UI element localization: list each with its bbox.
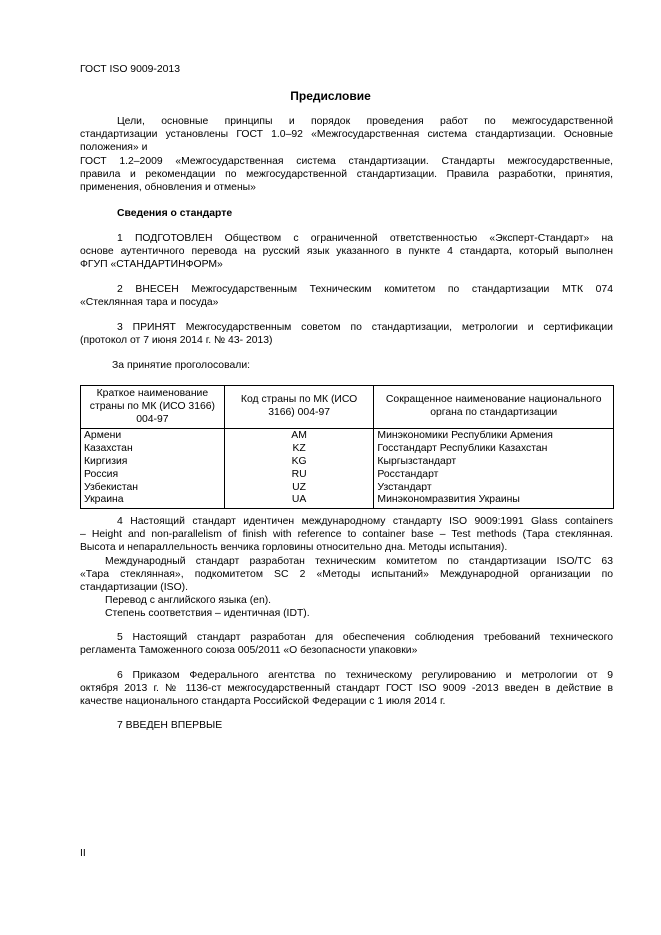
cell-country: Киргизия [81,456,225,469]
intro-line: правила и рекомендации по межгосударственной стандартизации. Правила разработки, принятия, [80,168,613,180]
item-3-paragraph [80,321,613,347]
table-header-country: Краткое наименование страны по МК (ИСО 3166) 004-97 [81,386,225,429]
intro-line: ГОСТ 1.2–2009 «Межгосударственная система стандартизации. Стандарты межгосударственные, [80,155,613,167]
item-line: 4 Настоящий стандарт идентичен международному стандарту ISO 9009:1991 Glass containers [117,516,613,527]
document-code-header: ГОСТ ISO 9009-2013 [80,64,180,75]
cell-country: Россия [81,469,225,482]
cell-body: Госстандарт Республики Казахстан [374,443,614,456]
cell-body: Кыргызстандарт [374,456,614,469]
cell-code: AM [224,429,374,443]
table-header-code: Код страны по МК (ИСО 3166) 004-97 [224,386,374,429]
cell-code: KG [224,456,374,469]
item-line: 6 Приказом Федерального агентства по техническому регулированию и метрологии от 9 [117,670,613,681]
item-line: 5 Настоящий стандарт разработан для обеспечения соблюдения требований технического [117,632,613,643]
item-line: Международный стандарт разработан техническим комитетом по стандартизации ISO/TC 63 [105,555,613,567]
item-line: (протокол от 7 июня 2014 г. № 43- 2013) [80,335,273,347]
item-1-paragraph [80,232,613,272]
cell-code: RU [224,469,374,482]
table-header-row [81,386,614,429]
table-row [81,494,614,508]
cell-body: Минэкономразвития Украины [374,494,614,508]
intro-paragraph [80,115,613,194]
table-row [81,456,614,469]
intro-line: Цели, основные принципы и порядок проведения работ по межгосударственной [117,116,613,127]
table-row [81,429,614,443]
item-line: Высота и непараллельность венчика горловины относительно дна. Методы испытания). [80,542,508,554]
page-title: Предисловие [290,89,371,103]
cell-body: Минэкономики Республики Армения [374,429,614,443]
table-row [81,482,614,495]
item-line: Степень соответствия – идентичная (IDT). [105,608,310,620]
item-line: 3 ПРИНЯТ Межгосударственным советом по стандартизации, метрологии и сертификации [117,322,613,333]
item-line: 2 ВНЕСЕН Межгосударственным Техническим комитетом по стандартизации МТК 074 [117,284,613,295]
cell-code: UZ [224,482,374,495]
table-row [81,443,614,456]
vote-intro: За принятие проголосовали: [112,360,251,371]
item-line: качестве национального стандарта Российской Федерации с 1 июля 2014 г. [80,696,446,708]
cell-country: Узбекистан [81,482,225,495]
voting-table [80,385,614,509]
item-line: регламента Таможенного союза 005/2011 «О безопасности упаковки» [80,645,418,657]
cell-code: UA [224,494,374,508]
item-line: 1 ПОДГОТОВЛЕН Обществом с ограниченной ответственностью «Эксперт-Стандарт» на [117,233,613,244]
item-4-paragraph [80,515,613,621]
item-line: ФГУП «СТАНДАРТИНФОРМ» [80,259,223,271]
item-line: октября 2013 г. № 1136-ст межгосударственный стандарт ГОСТ ISO 9009 -2013 введен в действие в [80,683,613,695]
cell-country: Украина [81,494,225,508]
item-line: основе аутентичного перевода на русский язык указанного в пункте 4 стандарта, который выполнен [80,246,613,258]
item-7-paragraph: 7 ВВЕДЕН ВПЕРВЫЕ [117,720,223,731]
cell-body: Росстандарт [374,469,614,482]
item-line: «Тара стеклянная», подкомитетом SC 2 «Методы испытаний» Международной организации по [80,568,613,580]
section-heading: Сведения о стандарте [117,208,233,219]
item-2-paragraph [80,283,613,309]
item-5-paragraph [80,631,613,657]
table-row [81,469,614,482]
item-6-paragraph [80,669,613,709]
item-line: Перевод с английского языка (en). [105,595,272,607]
intro-line: стандартизации установлены ГОСТ 1.0–92 «Межгосударственная система стандартизации. Основные [80,129,613,141]
page-number: II [80,848,86,859]
item-line: «Стеклянная тара и посуда» [80,297,219,309]
item-line: – Height and non-parallelism of finish with reference to container base – Test methods (Тара стеклянная. [80,529,613,541]
cell-body: Узстандарт [374,482,614,495]
cell-country: Армени [81,429,225,443]
cell-code: KZ [224,443,374,456]
table-header-body: Сокращенное наименование национального органа по стандартизации [374,386,614,429]
intro-line: применения, обновления и отмены» [80,182,256,194]
intro-line: положения» и [80,142,148,154]
item-line: стандартизации (ISO). [80,582,189,594]
cell-country: Казахстан [81,443,225,456]
